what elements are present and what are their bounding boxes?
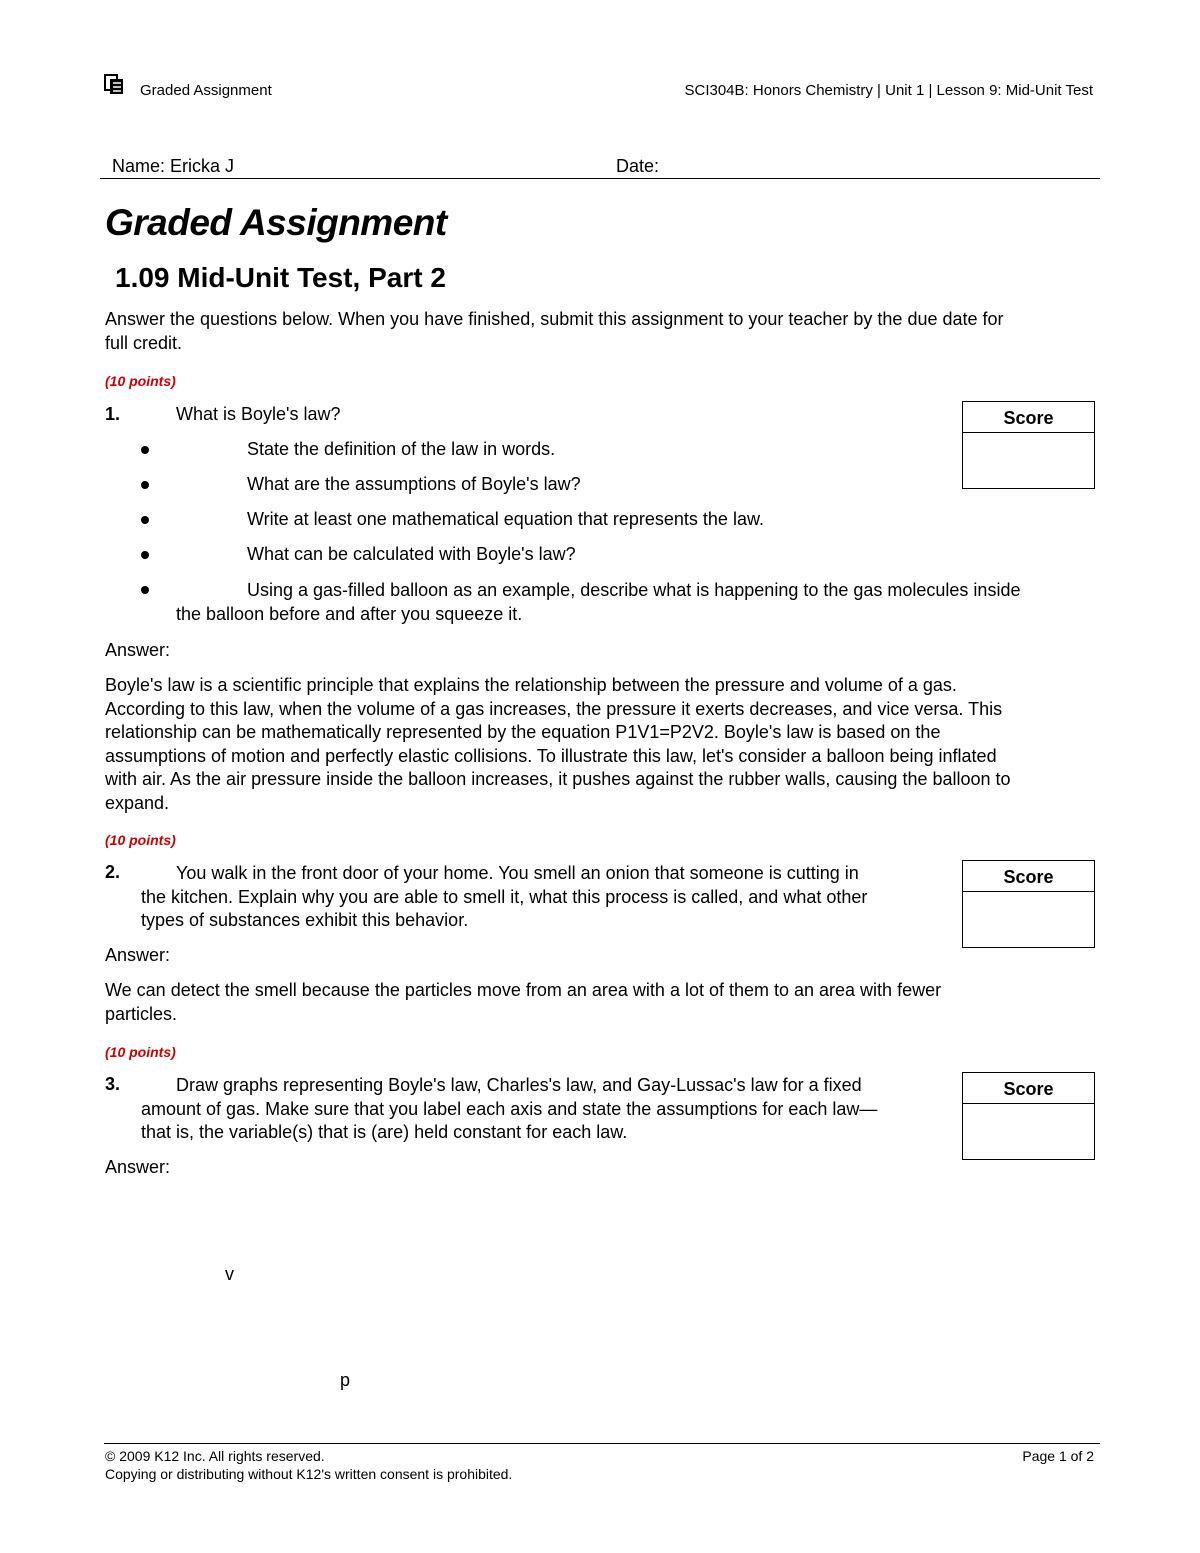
q1-bullet: Write at least one mathematical equation that represents the law. [247,509,764,529]
instructions-line: Answer the questions below. When you have finished, submit this assignment to your teacher by the due date for [105,309,1004,329]
answer-line: relationship can be mathematically represented by the equation P1V1=P2V2. Boyle's law is based on the [105,722,941,742]
q3-score-box[interactable] [962,1072,1095,1160]
axis-label-p: p [340,1370,351,1390]
q1-bullet: What are the assumptions of Boyle's law? [247,474,581,494]
q1-score-box[interactable] [962,401,1095,489]
student-name: Name: Ericka J [112,156,235,176]
answer-line: We can detect the smell because the particles move from an area with a lot of them to an area with fewer [105,980,942,1000]
date-label: Date: [616,156,660,176]
q1-answer-label: Answer: [105,640,171,660]
q2-line: types of substances exhibit this behavior. [141,910,469,930]
q2-line: the kitchen. Explain why you are able to smell it, what this process is called, and what other [141,887,868,907]
bullet-icon [141,551,149,559]
q2-number: 2. [105,862,121,882]
instructions [105,308,1100,355]
notice-text: Copying or distributing without K12's written consent is prohibited. [105,1466,513,1482]
copyright-text: © 2009 K12 Inc. All rights reserved. [105,1448,325,1464]
page-subtitle: 1.09 Mid-Unit Test, Part 2 [115,262,446,293]
page-number: Page 1 of 2 [1022,1448,1094,1464]
q3-line: Draw graphs representing Boyle's law, Charles's law, and Gay-Lussac's law for a fixed [176,1075,862,1095]
q3-points: (10 points) [105,1044,176,1060]
q1-bullet-continuation: the balloon before and after you squeeze it. [176,604,523,624]
q3-number: 3. [105,1074,121,1094]
q3-line: amount of gas. Make sure that you label each axis and state the assumptions for each law— [141,1099,878,1119]
bullet-icon [141,586,149,594]
q2-score-box[interactable] [962,860,1095,948]
q3-line: that is, the variable(s) that is (are) held constant for each law. [141,1122,628,1142]
instructions-line: full credit. [105,332,183,353]
score-label: Score [963,1073,1094,1104]
q1-bullet: Using a gas-filled balloon as an example, describe what is happening to the gas molecules inside [247,580,1021,600]
answer-line: particles. [105,1003,178,1024]
q1-answer [105,674,1105,815]
q2-line: You walk in the front door of your home. You smell an onion that someone is cutting in [176,863,859,883]
answer-line: expand. [105,792,170,813]
bullet-icon [141,481,149,489]
document-icon [104,74,126,96]
q1-text: What is Boyle's law? [176,404,341,424]
header-left-label: Graded Assignment [140,82,272,99]
q2-answer [105,979,1105,1026]
answer-line: with air. As the air pressure inside the balloon increases, it pushes against the rubber walls, causing the balloon to [105,769,1011,789]
score-label: Score [963,861,1094,892]
q1-points: (10 points) [105,373,176,389]
answer-line: assumptions of motion and perfectly elastic collisions. To illustrate this law, let's consider a balloon being inflated [105,745,997,766]
score-label: Score [963,402,1094,433]
q3-answer-label: Answer: [105,1157,171,1177]
axis-label-v: v [225,1264,234,1284]
page-title: Graded Assignment [105,202,447,243]
answer-line: According to this law, when the volume of a gas increases, the pressure it exerts decreases, and vice versa. This [105,698,1003,719]
q1-bullet: State the definition of the law in words. [247,439,556,459]
footer-left [105,1447,512,1483]
q1-number: 1. [105,404,121,424]
answer-line: Boyle's law is a scientific principle that explains the relationship between the pressure and volume of a gas. [105,675,957,695]
bullet-icon [141,516,149,524]
bullet-icon [141,446,149,454]
q2-answer-label: Answer: [105,945,171,965]
q2-points: (10 points) [105,832,176,848]
footer-divider [104,1443,1100,1444]
header-course-label: SCI304B: Honors Chemistry | Unit 1 | Lesson 9: Mid-Unit Test [684,82,1093,99]
q1-bullet: What can be calculated with Boyle's law? [247,544,576,564]
name-date-row [100,154,1100,179]
